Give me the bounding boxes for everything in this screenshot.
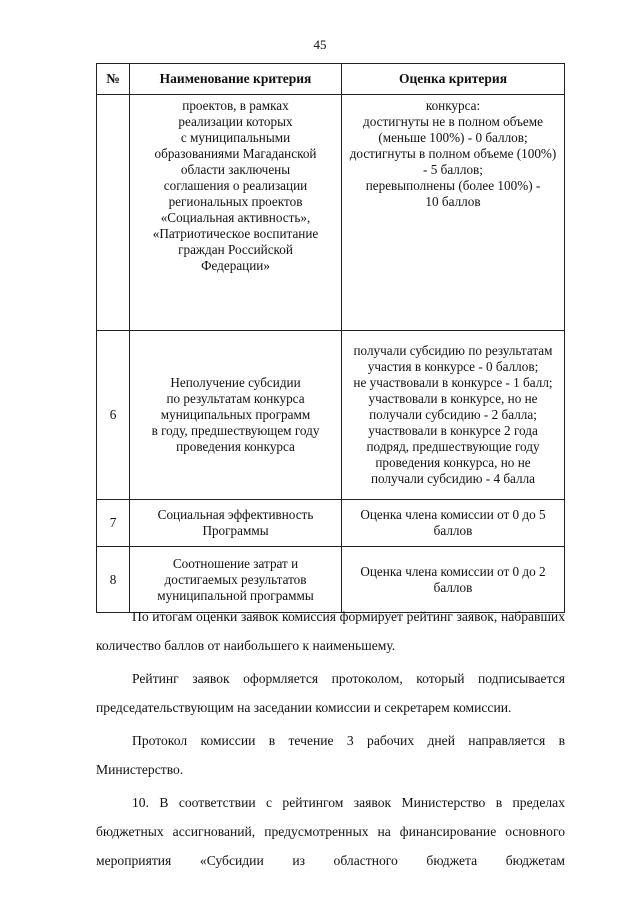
criterion-name-line: Федерации»: [201, 258, 270, 273]
criterion-score: [342, 331, 565, 500]
criterion-name-line: проектов, в рамках: [182, 98, 289, 113]
criterion-score-line: не участвовали в конкурсе - 1 балл;: [353, 375, 553, 390]
criterion-score-line: достигнуты не в полном объеме: [363, 114, 543, 129]
criterion-score-line: Оценка члена комиссии от 0 до 5: [360, 507, 546, 522]
criterion-score-line: участвовали в конкурсе, но не: [368, 391, 538, 406]
paragraph-item-10: 10. В соответствии с рейтингом заявок Министерство в пределах бюджетных ассигнований, предусмотренных на финансирование основного мероприятия «Субсидии из областного бюджета бюджетам: [96, 795, 565, 868]
criterion-name-line: Социальная эффективность: [157, 507, 314, 522]
header-criterion-score: Оценка критерия: [342, 64, 565, 95]
criterion-name-line: достигаемых результатов: [164, 571, 307, 587]
row-number: 7: [97, 500, 130, 547]
criterion-name-line: в году, предшествующем году: [151, 423, 320, 438]
criterion-name-line: граждан Российской: [178, 242, 293, 257]
criterion-score-line: проведения конкурса, но не: [375, 455, 531, 470]
table-header-row: [97, 64, 565, 95]
criterion-score-line: - 5 баллов;: [423, 162, 483, 177]
table-row: [97, 331, 565, 500]
criterion-name: [130, 95, 342, 331]
criterion-name-line: региональных проектов: [168, 194, 303, 209]
criterion-name-line: по результатам конкурса: [166, 391, 305, 406]
criterion-name-line: образованиями Магаданской: [154, 146, 317, 161]
criterion-name-line: проведения конкурса: [176, 439, 295, 454]
criterion-name-line: «Патриотическое воспитание: [152, 226, 319, 241]
criterion-score-line: участия в конкурсе - 0 баллов;: [367, 359, 539, 374]
row-number: 6: [97, 331, 130, 500]
criterion-score-line: подряд, предшествующие году: [366, 439, 540, 454]
table-row: [97, 500, 565, 547]
criterion-name-line: Соотношение затрат и: [172, 555, 299, 571]
table-row: [97, 95, 565, 331]
criterion-name-line: соглашения о реализации: [163, 178, 308, 193]
criterion-name-line: муниципальной программы: [157, 587, 314, 603]
header-number: №: [97, 64, 130, 95]
page-number: 45: [313, 37, 327, 52]
row-number: 8: [97, 547, 130, 613]
criterion-name-line: муниципальных программ: [160, 407, 311, 422]
criterion-score-line: получали субсидию - 2 балла;: [369, 407, 537, 422]
criterion-score-line: получали субсидию - 4 балла: [370, 471, 536, 486]
criterion-score-line: Оценка члена комиссии от 0 до 2: [360, 563, 546, 579]
criterion-score-line: (меньше 100%) - 0 баллов;: [378, 130, 528, 145]
criterion-score-line: перевыполнены (более 100%) -: [365, 178, 541, 193]
criterion-score-line: конкурса:: [425, 98, 481, 113]
row-number: [97, 95, 130, 331]
paragraph-rating: По итогам оценки заявок комиссия формирует рейтинг заявок, набравших количество баллов от наибольшего к наименьшему.: [96, 609, 565, 653]
paragraph-commission: Протокол комиссии в течение 3 рабочих дней направляется в Министерство.: [96, 733, 565, 777]
criterion-score-line: баллов: [433, 579, 473, 595]
paragraph-protocol: Рейтинг заявок оформляется протоколом, который подписывается председательствующим на заседании комиссии и секретарем комиссии.: [96, 671, 565, 715]
criterion-name-line: реализации которых: [178, 114, 293, 129]
criterion-name: [130, 500, 342, 547]
criteria-table: [96, 63, 565, 613]
header-criterion-name: Наименование критерия: [130, 64, 342, 95]
criterion-name-line: Неполучение субсидии: [170, 375, 301, 390]
criterion-score-line: достигнуты в полном объеме (100%): [349, 146, 557, 161]
criterion-score: [342, 500, 565, 547]
body-text: [96, 602, 565, 875]
criterion-name-line: с муниципальными: [180, 130, 291, 145]
criterion-name-line: Программы: [202, 523, 269, 538]
criterion-score: [342, 95, 565, 331]
criterion-score-line: получали субсидию по результатам: [353, 343, 553, 358]
criterion-score-line: участвовали в конкурсе 2 года: [368, 423, 538, 438]
criterion-score-line: 10 баллов: [425, 194, 481, 209]
criterion-name-line: «Социальная активность»,: [160, 210, 311, 225]
criterion-name: [130, 331, 342, 500]
criterion-score-line: баллов: [433, 523, 473, 538]
criterion-name-line: области заключены: [180, 162, 291, 177]
